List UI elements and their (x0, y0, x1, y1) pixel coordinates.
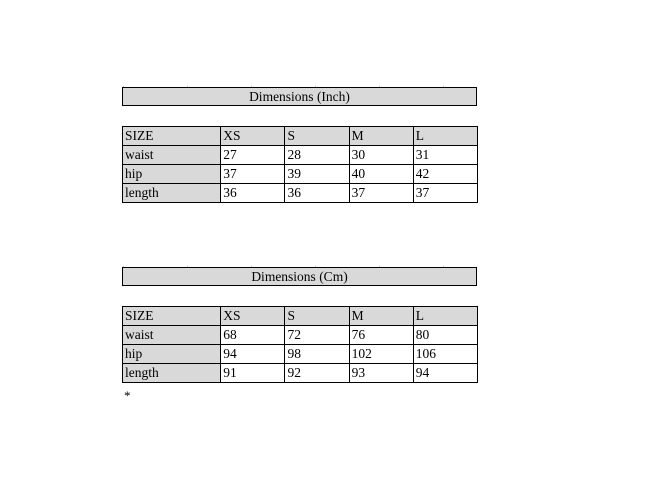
table-cell: 40 (349, 165, 413, 184)
table-row (123, 326, 478, 345)
table-row (123, 345, 478, 364)
header-cell: L (413, 127, 477, 146)
table-header-row (123, 307, 478, 326)
header-cell: XS (221, 307, 285, 326)
row-label: length (123, 184, 221, 203)
table-cell: 91 (221, 364, 285, 383)
table-cell: 37 (413, 184, 477, 203)
table-cell: 93 (349, 364, 413, 383)
table-cell: 72 (285, 326, 349, 345)
table-cell: 31 (413, 146, 477, 165)
table-cell: 80 (413, 326, 477, 345)
table-row (123, 146, 478, 165)
table-cell: 42 (413, 165, 477, 184)
table-cell: 68 (221, 326, 285, 345)
table-row (123, 364, 478, 383)
header-cell: S (285, 127, 349, 146)
table-header-row (123, 127, 478, 146)
cm-size-table (122, 306, 478, 383)
header-cell: SIZE (123, 307, 221, 326)
table-cell: 27 (221, 146, 285, 165)
table-cell: 28 (285, 146, 349, 165)
header-cell: M (349, 307, 413, 326)
table-cell: 102 (349, 345, 413, 364)
header-cell: M (349, 127, 413, 146)
row-label: waist (123, 326, 221, 345)
table-cell: 76 (349, 326, 413, 345)
footnote-marker: * (124, 388, 131, 403)
row-label: hip (123, 165, 221, 184)
table-cell: 37 (349, 184, 413, 203)
table-cell: 36 (285, 184, 349, 203)
row-label: hip (123, 345, 221, 364)
table-row (123, 165, 478, 184)
row-label: length (123, 364, 221, 383)
table-cell: 94 (221, 345, 285, 364)
header-cell: SIZE (123, 127, 221, 146)
table-cell: 39 (285, 165, 349, 184)
table-cell: 106 (413, 345, 477, 364)
table-cell: 98 (285, 345, 349, 364)
row-label: waist (123, 146, 221, 165)
header-cell: XS (221, 127, 285, 146)
table-cell: 30 (349, 146, 413, 165)
table-cell: 37 (221, 165, 285, 184)
table-cell: 92 (285, 364, 349, 383)
table-cell: 94 (413, 364, 477, 383)
header-cell: S (285, 307, 349, 326)
inch-size-table (122, 126, 478, 203)
inch-table-title: Dimensions (Inch) (122, 87, 477, 106)
header-cell: L (413, 307, 477, 326)
cm-table-title: Dimensions (Cm) (122, 267, 477, 286)
table-row (123, 184, 478, 203)
table-cell: 36 (221, 184, 285, 203)
